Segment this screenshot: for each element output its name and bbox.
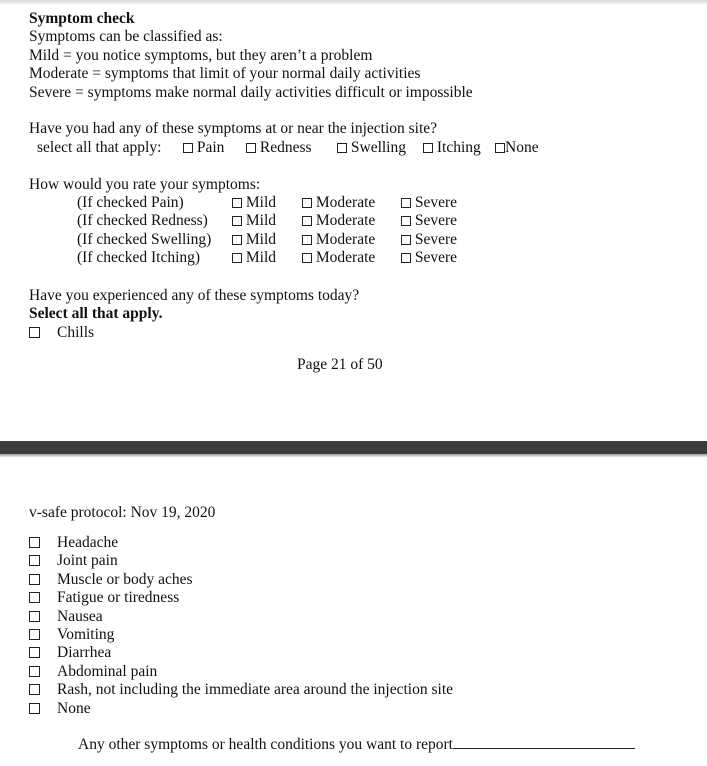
rate-row-label: (If checked Redness): [77, 212, 208, 229]
select-prompt: select all that apply:: [37, 139, 162, 156]
nausea-checkbox[interactable]: [29, 611, 40, 622]
list-item[interactable]: [29, 644, 111, 662]
option-redness[interactable]: [246, 139, 312, 157]
mild-option[interactable]: [232, 212, 276, 230]
definition-severe: Severe = symptoms make normal daily activities difficult or impossible: [29, 84, 473, 101]
none-checkbox[interactable]: [495, 143, 505, 153]
muscle-aches-label: Muscle or body aches: [57, 571, 193, 588]
moderate-option[interactable]: [302, 249, 375, 267]
severe-label: Severe: [414, 231, 458, 248]
swelling-checkbox[interactable]: [337, 143, 347, 153]
itching-checkbox[interactable]: [423, 143, 433, 153]
fatigue-label: Fatigue or tiredness: [57, 589, 180, 606]
mild-option[interactable]: [232, 249, 276, 267]
option-none[interactable]: [495, 139, 539, 157]
mild-label: Mild: [245, 212, 277, 229]
list-item[interactable]: [29, 626, 114, 644]
fatigue-checkbox[interactable]: [29, 592, 40, 603]
pain-label: Pain: [196, 139, 225, 156]
definition-mild: Mild = you notice symptoms, but they aren’t a problem: [29, 47, 373, 64]
mild-label: Mild: [245, 249, 277, 266]
moderate-checkbox[interactable]: [302, 235, 312, 245]
abdominal-pain-label: Abdominal pain: [57, 663, 158, 680]
abdominal-pain-checkbox[interactable]: [29, 666, 40, 677]
list-item[interactable]: [29, 700, 91, 718]
severe-checkbox[interactable]: [401, 198, 411, 208]
swelling-label: Swelling: [350, 139, 406, 156]
severe-option[interactable]: [401, 231, 457, 249]
diarrhea-label: Diarrhea: [57, 644, 112, 661]
mild-label: Mild: [245, 231, 277, 248]
severe-checkbox[interactable]: [401, 216, 411, 226]
headache-label: Headache: [57, 534, 119, 551]
list-item[interactable]: [29, 681, 453, 699]
pain-checkbox[interactable]: [183, 143, 193, 153]
page-separator: [0, 441, 707, 454]
option-swelling[interactable]: [337, 139, 406, 157]
severe-option[interactable]: [401, 249, 457, 267]
severe-option[interactable]: [401, 194, 457, 212]
vomiting-label: Vomiting: [57, 626, 115, 643]
moderate-option[interactable]: [302, 231, 375, 249]
severe-option[interactable]: [401, 212, 457, 230]
mild-option[interactable]: [232, 194, 276, 212]
redness-label: Redness: [259, 139, 312, 156]
today-question: Have you experienced any of these symptoms today?: [29, 287, 360, 304]
mild-label: Mild: [245, 194, 277, 211]
rate-row-swelling: [0, 231, 707, 249]
muscle-aches-checkbox[interactable]: [29, 574, 40, 585]
none-label: None: [57, 700, 91, 717]
joint-pain-checkbox[interactable]: [29, 555, 40, 566]
list-item[interactable]: [29, 663, 157, 681]
site-options-row: [37, 139, 697, 157]
list-item[interactable]: [29, 552, 118, 570]
vomiting-checkbox[interactable]: [29, 629, 40, 640]
rate-row-label: (If checked Itching): [77, 249, 201, 266]
list-item[interactable]: [29, 608, 103, 626]
nausea-label: Nausea: [57, 608, 103, 625]
other-symptoms-prompt: Any other symptoms or health conditions you want to report: [78, 736, 453, 753]
protocol-date: v-safe protocol: Nov 19, 2020: [29, 504, 216, 521]
chills-label: Chills: [57, 324, 95, 341]
moderate-label: Moderate: [315, 249, 376, 266]
moderate-label: Moderate: [315, 212, 376, 229]
option-pain[interactable]: [183, 139, 224, 157]
page-heading: Symptom check: [29, 10, 135, 27]
mild-checkbox[interactable]: [232, 216, 242, 226]
rate-row-itching: [0, 249, 707, 267]
moderate-checkbox[interactable]: [302, 253, 312, 263]
other-symptoms-row: [78, 736, 635, 754]
redness-checkbox[interactable]: [246, 143, 256, 153]
list-item[interactable]: [29, 534, 118, 552]
diarrhea-checkbox[interactable]: [29, 647, 40, 658]
option-itching[interactable]: [423, 139, 481, 157]
definition-moderate: Moderate = symptoms that limit of your normal daily activities: [29, 65, 421, 82]
list-item[interactable]: [29, 571, 193, 589]
list-item[interactable]: [29, 324, 94, 342]
severe-label: Severe: [414, 212, 458, 229]
select-all-instruction: Select all that apply.: [29, 305, 163, 322]
moderate-checkbox[interactable]: [302, 216, 312, 226]
rate-row-pain: [0, 194, 707, 212]
severe-checkbox[interactable]: [401, 253, 411, 263]
rate-row-redness: [0, 212, 707, 230]
mild-option[interactable]: [232, 231, 276, 249]
rate-question: How would you rate your symptoms:: [29, 176, 261, 193]
itching-label: Itching: [436, 139, 481, 156]
moderate-label: Moderate: [315, 231, 376, 248]
none-label: None: [505, 139, 539, 156]
page-number: Page 21 of 50: [297, 356, 383, 373]
moderate-option[interactable]: [302, 212, 375, 230]
rash-label: Rash, not including the immediate area around the injection site: [57, 681, 453, 698]
mild-checkbox[interactable]: [232, 253, 242, 263]
rash-checkbox[interactable]: [29, 684, 40, 695]
joint-pain-label: Joint pain: [57, 552, 118, 569]
moderate-label: Moderate: [315, 194, 376, 211]
moderate-option[interactable]: [302, 194, 375, 212]
injection-site-question: Have you had any of these symptoms at or near the injection site?: [29, 120, 438, 137]
severe-label: Severe: [414, 194, 458, 211]
chills-checkbox[interactable]: [29, 327, 40, 338]
intro-text: Symptoms can be classified as:: [29, 28, 223, 45]
rate-row-label: (If checked Pain): [77, 194, 184, 211]
rate-row-label: (If checked Swelling): [77, 231, 212, 248]
severe-checkbox[interactable]: [401, 235, 411, 245]
none-checkbox[interactable]: [29, 703, 40, 714]
severe-label: Severe: [414, 249, 458, 266]
headache-checkbox[interactable]: [29, 537, 40, 548]
mild-checkbox[interactable]: [232, 235, 242, 245]
other-symptoms-field[interactable]: [453, 736, 635, 749]
moderate-checkbox[interactable]: [302, 198, 312, 208]
page-top-edge: [0, 0, 707, 4]
list-item[interactable]: [29, 589, 179, 607]
mild-checkbox[interactable]: [232, 198, 242, 208]
